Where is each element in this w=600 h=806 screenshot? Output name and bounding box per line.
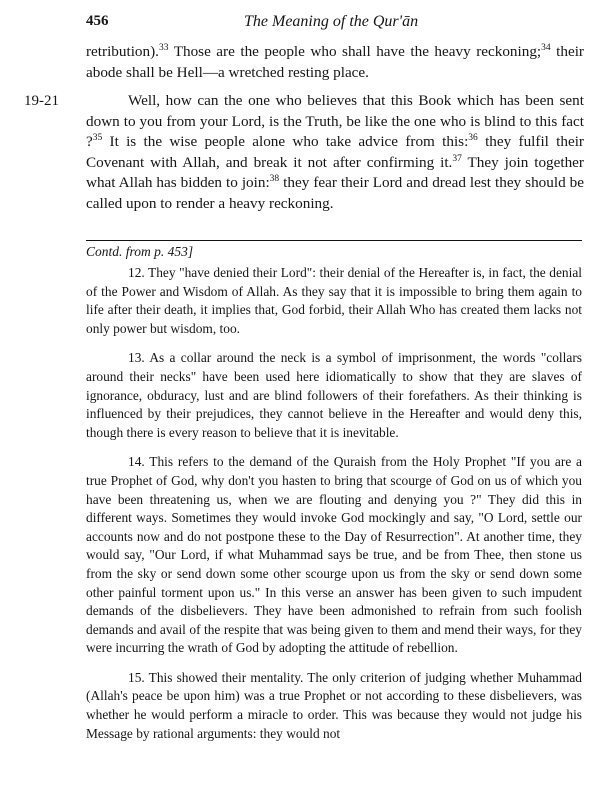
footnote-marker: 33 — [158, 42, 169, 53]
running-title: The Meaning of the Qur'ān — [244, 13, 419, 30]
footnotes — [86, 264, 582, 754]
text-run: retribution). — [86, 43, 159, 60]
translation-paragraph — [86, 91, 584, 214]
text-run: It is the wise people alone who take advice from this: — [102, 133, 469, 150]
footnote-marker: 37 — [452, 153, 462, 164]
footnote-13: 13. As a collar around the neck is a symbol of imprisonment, the words "collars around their necks" have been used here idiomatically to show that they are slaves of ignorance, obduracy, lust and are blind followers of their forefathers. As their thinking is influenced by their prejudices, they cannot believe in the Hereafter and would deny this, though there is every reason to believe that it is inevitable. — [86, 350, 582, 440]
footnote-14: 14. This refers to the demand of the Quraish from the Holy Prophet "If you are a true Prophet of God, why don't you hasten to bring that scourge of God on us of which you have been threatening us, when we are flouting and denying you ?" They did this in different ways. Sometimes they would invoke God mockingly and say, "O Lord, settle our accounts now and do not postpone these to the Day of Resurrection". At another time, they would say, "Our Lord, if what Muhammad says be true, and be from Thee, then stone us from the sky or send down some other scourge upon us from the sky or send down some other painful torment upon us." In this verse an answer has been given to such impudent demands of the disbelievers. They have been admonished to refrain from such foolish demands and avail of the respite that was being given to them and mend their ways, for they were incurring the wrath of God by adopting the attitude of rebellion. — [86, 454, 582, 656]
footnote-15: 15. This showed their mentality. The only criterion of judging whether Muhammad (Allah's peace be upon him) was a true Prophet or not according to these disbelievers, was whether he would perform a miracle to order. This was because they would not judge his Message by rational arguments: they would not — [86, 669, 582, 741]
verse-reference: 19-21 — [24, 93, 59, 109]
text-run: Well, how can the one who believes that this Book which has been sent down to you from your Lord, is the Truth, be like the one who is blind to this fact ? — [86, 92, 584, 150]
text-run: they fear their Lord and dread lest they should be called upon to render a heavy reckoning. — [86, 174, 584, 212]
footnote-marker: 36 — [468, 132, 478, 143]
footnote-12: 12. They "have denied their Lord": their denial of the Hereafter is, in fact, the denial of the Power and Wisdom of Allah. As they say that it is impossible to bring them again to life after their death, it implies that, God forbid, their Allah Who has created them lacks not only power but wisdom, too. — [86, 265, 582, 336]
divider-rule — [86, 240, 582, 241]
text-run: their abode shall be Hell—a wretched resting place. — [86, 43, 584, 81]
translation-paragraph — [86, 42, 584, 83]
page-header — [0, 13, 600, 35]
footnote-marker: 35 — [92, 132, 103, 143]
continued-label: Contd. from p. 453] — [86, 244, 194, 259]
text-run: They join together what Allah has bidden to join: — [86, 153, 584, 191]
footnote-marker: 38 — [269, 173, 280, 184]
page-number: 456 — [86, 13, 109, 29]
footnote-marker: 34 — [541, 42, 551, 53]
text-run: they fulfil their Covenant with Allah, and break it not after confirming it. — [86, 133, 584, 171]
translation-text — [86, 42, 584, 214]
text-run: Those are the people who shall have the heavy reckoning; — [168, 43, 542, 60]
